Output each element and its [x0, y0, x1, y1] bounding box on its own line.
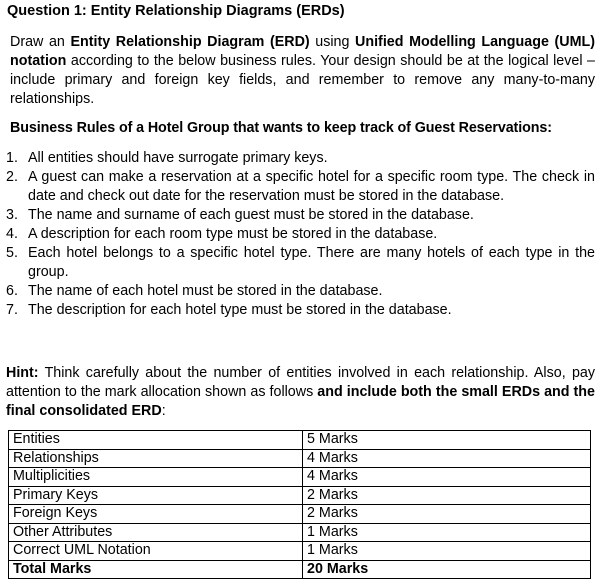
question-title: Question 1: Entity Relationship Diagrams (ERDs)	[7, 3, 345, 19]
list-item	[6, 206, 595, 225]
mark-allocation-table	[8, 430, 591, 579]
list-item-number: 2.	[6, 169, 18, 185]
list-item-text: A description for each room type must be stored in the database.	[28, 226, 438, 242]
rules-heading: Business Rules of a Hotel Group that wants to keep track of Guest Reservations:	[10, 120, 552, 136]
intro-paragraph	[10, 33, 595, 109]
list-item-text: The name and surname of each guest must be stored in the database.	[28, 207, 474, 223]
intro-bold-uml: Unified Modelling Language (UML) notation	[10, 34, 595, 69]
hint-end: :	[161, 403, 166, 419]
table-cell-item: Primary Keys	[9, 486, 303, 505]
list-item-text: All entities should have surrogate primary keys.	[28, 150, 328, 166]
table-cell-marks: 4 Marks	[303, 449, 591, 468]
list-item-text: The name of each hotel must be stored in the database.	[28, 283, 383, 299]
hint-text: Think carefully about the number of entities involved in each relationship. Also, pay attention to the mark allocation shown as follows	[6, 365, 595, 400]
intro-text-2: using	[309, 34, 356, 50]
table-row	[9, 486, 591, 505]
list-item-number: 6.	[6, 283, 18, 299]
table-cell-item: Relationships	[9, 449, 303, 468]
list-item-number: 7.	[6, 302, 18, 318]
table-row	[9, 523, 591, 542]
list-item	[6, 149, 595, 168]
list-item-text: A guest can make a reservation at a specific hotel for a specific room type. The check in date and check out date for the reservation must be stored in the database.	[28, 169, 595, 204]
intro-bold-erd: Entity Relationship Diagram (ERD)	[70, 34, 310, 50]
list-item-number: 1.	[6, 150, 18, 166]
table-cell-marks: 1 Marks	[303, 523, 591, 542]
table-cell-item: Correct UML Notation	[9, 542, 303, 561]
table-row	[9, 505, 591, 524]
table-cell-marks: 1 Marks	[303, 542, 591, 561]
table-cell-marks: 2 Marks	[303, 505, 591, 524]
table-row-total	[9, 560, 591, 579]
table-cell-item: Other Attributes	[9, 523, 303, 542]
list-item	[6, 168, 595, 206]
business-rules-list	[6, 149, 595, 320]
hint-label: Hint:	[6, 365, 39, 381]
table-row	[9, 542, 591, 561]
table-cell-marks: 5 Marks	[303, 431, 591, 450]
list-item	[6, 244, 595, 282]
list-item-text: Each hotel belongs to a specific hotel type. There are many hotels of each type in the group.	[28, 245, 595, 280]
table-cell-item: Foreign Keys	[9, 505, 303, 524]
table-cell-item: Entities	[9, 431, 303, 450]
list-item	[6, 225, 595, 244]
table-row	[9, 449, 591, 468]
hint-paragraph	[6, 364, 595, 421]
table-cell-marks: 4 Marks	[303, 468, 591, 487]
table-cell-marks: 2 Marks	[303, 486, 591, 505]
table-cell-total-marks: 20 Marks	[303, 560, 591, 579]
table-row	[9, 468, 591, 487]
list-item-number: 5.	[6, 245, 18, 261]
list-item	[6, 282, 595, 301]
list-item-number: 4.	[6, 226, 18, 242]
list-item-number: 3.	[6, 207, 18, 223]
list-item	[6, 301, 595, 320]
table-cell-item: Multiplicities	[9, 468, 303, 487]
hint-bold-text: and include both the small ERDs and the final consolidated ERD	[6, 384, 595, 419]
table-row	[9, 431, 591, 450]
intro-text-3: according to the below business rules. Your design should be at the logical level – include primary and foreign key fields, and remember to remove any many-to-many relationships.	[10, 53, 595, 107]
intro-text-1: Draw an	[10, 34, 71, 50]
list-item-text: The description for each hotel type must be stored in the database.	[28, 302, 452, 318]
table-cell-total-label: Total Marks	[9, 560, 303, 579]
